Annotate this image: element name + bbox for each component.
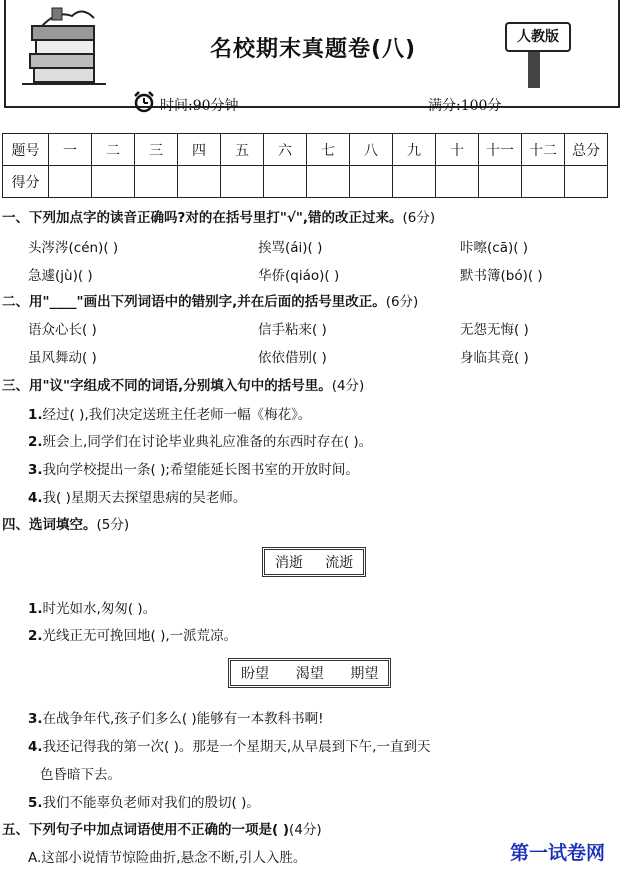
score-cell[interactable] [178, 166, 221, 198]
pinyin-item: 咔嚓(cā)( ) [460, 240, 529, 256]
section-5-points: (4分) [289, 822, 322, 838]
score-row-label: 得分 [3, 166, 49, 198]
word-option: 盼望 [241, 666, 269, 682]
item-text: 经过( ),我们决定送班主任老师一幅《梅花》。 [42, 407, 312, 423]
item-number: 2. [28, 628, 43, 644]
item-text: 班会上,同学们在讨论毕业典礼应准备的东西时存在( )。 [42, 434, 373, 450]
sentence-item [28, 597, 156, 617]
section-2-heading [2, 290, 418, 310]
table-header-cell: 总分 [565, 134, 608, 166]
section-4-heading [2, 513, 129, 533]
section-3-heading [2, 374, 364, 394]
table-header-cell: 八 [350, 134, 393, 166]
item-number: 5. [28, 795, 43, 811]
sign-post [528, 50, 540, 88]
typo-item: 虽风舞动( ) [28, 350, 97, 366]
item-number: 3. [28, 711, 43, 727]
typo-item: 信手粘来( ) [258, 322, 327, 338]
section-2-title: 二、用"____"画出下列词语中的错别字,并在后面的括号里改正。 [2, 294, 386, 310]
score-cell[interactable] [522, 166, 565, 198]
option-a: A.这部小说情节惊险曲折,悬念不断,引人入胜。 [28, 850, 307, 866]
score-cell[interactable] [221, 166, 264, 198]
section-1-title: 一、下列加点字的读音正确吗?对的在括号里打"√",错的改正过来。 [2, 210, 403, 226]
sentence-item [28, 735, 430, 755]
alarm-clock-icon [133, 90, 155, 114]
sentence-item [28, 791, 260, 811]
pinyin-item: 急遽(jù)( ) [28, 268, 93, 284]
item-text: 时光如水,匆匆( )。 [42, 601, 157, 617]
table-header-cell: 一 [49, 134, 92, 166]
pinyin-item: 默书簿(bó)( ) [460, 268, 543, 284]
score-cell[interactable] [479, 166, 522, 198]
section-3-title: 三、用"议"字组成不同的词语,分别填入句中的括号里。 [2, 378, 332, 394]
score-table-score-row [3, 166, 608, 198]
word-choice-box [228, 658, 391, 688]
typo-item: 无怨无悔( ) [460, 322, 529, 338]
table-header-cell: 十二 [522, 134, 565, 166]
item-number: 1. [28, 601, 43, 617]
item-number: 3. [28, 462, 43, 478]
score-table-header-row [3, 134, 608, 166]
sentence-item [28, 707, 324, 727]
score-cell[interactable] [436, 166, 479, 198]
score-cell[interactable] [393, 166, 436, 198]
item-text: 我还记得我的第一次( )。那是一个星期天,从早晨到下午,一直到天 [42, 739, 431, 755]
score-cell[interactable] [307, 166, 350, 198]
word-option: 渴望 [295, 666, 324, 682]
score-cell[interactable] [49, 166, 92, 198]
item-text: 我向学校提出一条( );希望能延长图书室的开放时间。 [42, 462, 359, 478]
table-header-cell: 六 [264, 134, 307, 166]
item-text: 我( )星期天去探望患病的吴老师。 [42, 490, 247, 506]
table-header-cell: 十一 [479, 134, 522, 166]
typo-item: 身临其竟( ) [460, 350, 529, 366]
score-table [2, 133, 608, 198]
item-text: 我们不能辜负老师对我们的殷切( )。 [42, 795, 260, 811]
item-text: 在战争年代,孩子们多么( )能够有一本教科书啊! [42, 711, 324, 727]
item-text: 光线正无可挽回地( ),一派荒凉。 [42, 628, 238, 644]
table-header-cell: 十 [436, 134, 479, 166]
table-header-cell: 二 [92, 134, 135, 166]
sentence-continuation [40, 763, 121, 783]
sentence-item [28, 458, 359, 478]
table-header-cell: 九 [393, 134, 436, 166]
pinyin-item: 挨骂(ái)( ) [258, 240, 323, 256]
score-cell[interactable] [92, 166, 135, 198]
table-header-cell: 七 [307, 134, 350, 166]
word-option: 流逝 [325, 555, 354, 571]
sentence-item [28, 403, 311, 423]
word-choice-box [262, 547, 366, 577]
section-5-title: 五、下列句子中加点词语使用不正确的一项是( ) [2, 822, 290, 838]
section-1-heading [2, 206, 435, 226]
item-text: 色昏暗下去。 [40, 767, 121, 783]
edition-badge: 人教版 [505, 22, 571, 52]
pinyin-item: 华侨(qiáo)( ) [258, 268, 340, 284]
score-cell[interactable] [350, 166, 393, 198]
typo-item: 依依借别( ) [258, 350, 327, 366]
word-option: 期望 [350, 666, 379, 682]
watermark: 第一试卷网 [510, 842, 606, 864]
table-header-cell: 五 [221, 134, 264, 166]
table-header-cell: 四 [178, 134, 221, 166]
section-3-points: (4分) [331, 378, 365, 394]
score-cell[interactable] [565, 166, 608, 198]
table-header-cell: 三 [135, 134, 178, 166]
pinyin-item: 头涔涔(cén)( ) [28, 240, 119, 256]
score-cell[interactable] [135, 166, 178, 198]
section-1-points: (6分) [402, 210, 436, 226]
page-title: 名校期末真题卷(八) [209, 37, 417, 62]
sentence-item [28, 430, 372, 450]
table-header-cell: 题号 [3, 134, 49, 166]
word-option: 消逝 [275, 555, 303, 571]
typo-item: 语众心长( ) [28, 322, 97, 338]
full-score: 满分:100分 [428, 98, 502, 114]
sentence-item [28, 486, 246, 506]
item-number: 4. [28, 739, 43, 755]
score-cell[interactable] [264, 166, 307, 198]
section-5-heading [2, 818, 322, 838]
item-number: 2. [28, 434, 43, 450]
item-number: 4. [28, 490, 43, 506]
sentence-item [28, 624, 237, 644]
section-4-title: 四、选词填空。 [2, 517, 97, 533]
section-2-points: (6分) [385, 294, 419, 310]
item-number: 1. [28, 407, 43, 423]
section-4-points: (5分) [96, 517, 130, 533]
exam-time: 时间:90分钟 [160, 98, 239, 114]
